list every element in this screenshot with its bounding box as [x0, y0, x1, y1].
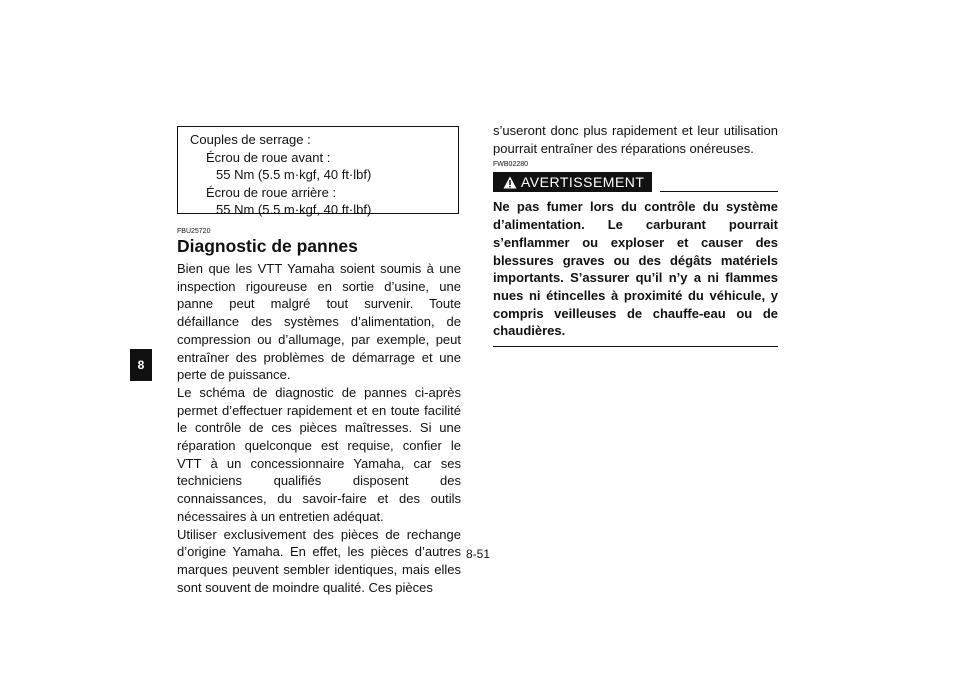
rear-wheel-nut-label: Écrou de roue arrière :	[206, 184, 337, 200]
warning-code: FWB02280	[493, 161, 529, 169]
front-wheel-nut-label: Écrou de roue avant :	[206, 149, 331, 165]
paragraph-3: Utiliser exclusivement des pièces de rechange d’origine Yamaha. En effet, les pièces d’autres marques peuvent sembler identiques, mais elles sont souvent de moindre qualité. Ces pièces	[177, 526, 461, 595]
front-wheel-nut-value: 55 Nm (5.5 m·kgf, 40 ft·lbf)	[216, 167, 372, 182]
left-column	[177, 126, 461, 596]
chapter-tab: 8	[130, 349, 152, 381]
right-column	[493, 122, 778, 347]
torque-title: Couples de serrage :	[190, 132, 311, 147]
section-heading: Diagnostic de pannes	[177, 236, 358, 256]
warning-triangle-icon	[503, 176, 517, 189]
warning-label: AVERTISSEMENT	[521, 174, 645, 191]
continuation-text: s’useront donc plus rapidement et leur utilisation pourrait entraîner des réparations onéreuses.	[493, 123, 778, 156]
warning-header	[493, 172, 778, 192]
page-number: 8-51	[466, 547, 491, 561]
rear-wheel-nut-value: 55 Nm (5.5 m·kgf, 40 ft·lbf)	[216, 202, 372, 217]
warning-bottom-rule	[493, 346, 778, 347]
warning-header-rule	[660, 191, 778, 192]
paragraph-1: Bien que les VTT Yamaha soient soumis à une inspection rigoureuse en sortie d’usine, une panne peut malgré tout survenir. Toute défaillance des systèmes d’alimentation, de compression ou d’allumage, par exemple, peut entraîner des problèmes de démarrage et une perte de puissance.	[177, 261, 461, 383]
warning-text: Ne pas fumer lors du contrôle du système d’alimentation. Le carburant pourrait s’enflammer ou exploser et causer des blessures graves ou des dégâts matériels importants. S’assurer qu’il n’y a ni flammes nues ni étincelles à proximité du véhicule, y compris veilleuses de chauffe-eau ou de chaudières.	[493, 199, 778, 339]
torque-specification-box	[177, 126, 459, 217]
paragraph-2: Le schéma de diagnostic de pannes ci-après permet d’effectuer rapidement et en toute facilité le contrôle de ces pièces maîtresses. Si une réparation quelconque est requise, confier le VTT à un concessionnaire Yamaha, car ses techniciens qualifiés disposent des connaissances, du savoir-faire et des outils nécessaires à un entretien adéquat.	[177, 384, 461, 524]
section-code: FBU25720	[177, 228, 211, 235]
warning-label-box	[493, 172, 652, 192]
